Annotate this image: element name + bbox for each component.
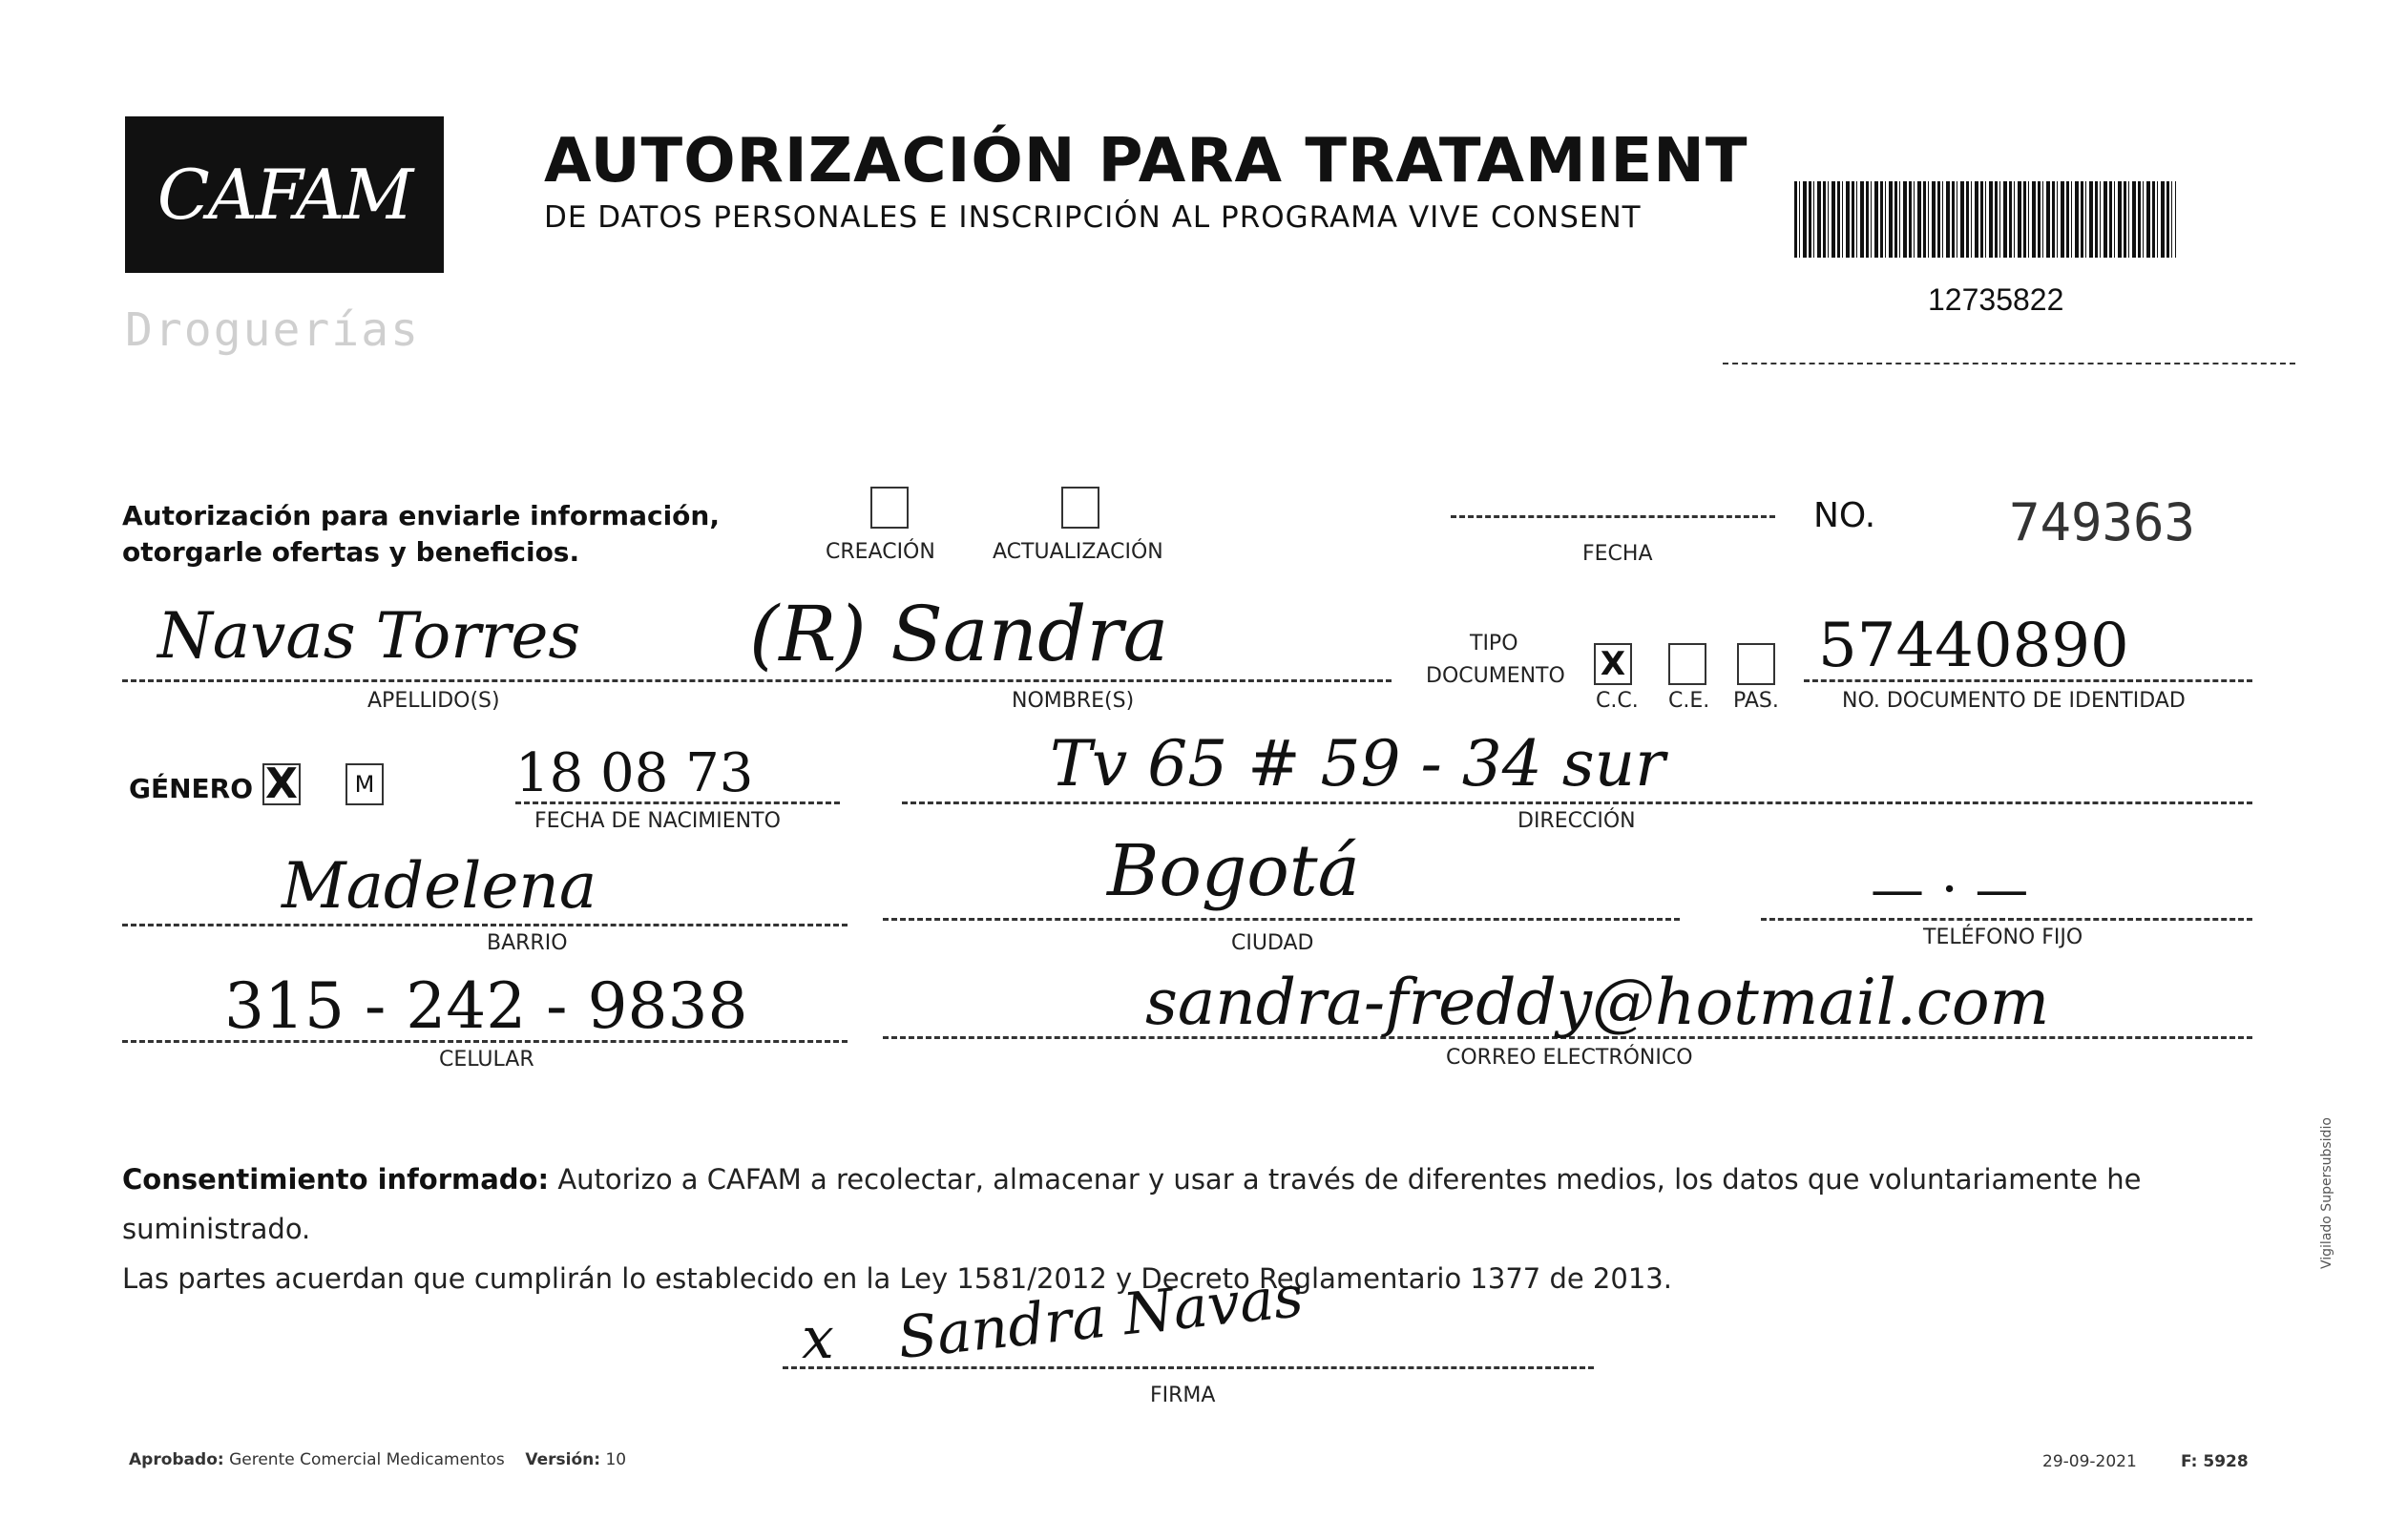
doc-number-label: NO. DOCUMENTO DE IDENTIDAD [1842, 689, 2186, 713]
barcode-number: 12735822 [1928, 282, 2064, 317]
consent-line1 [122, 1155, 2260, 1254]
ciudad-field[interactable]: Bogotá [1107, 830, 1360, 912]
ciudad-label: CIUDAD [1231, 931, 1314, 955]
ciudad-line [883, 918, 1680, 921]
pas-checkbox[interactable] [1737, 643, 1775, 685]
fecha-label: FECHA [1582, 542, 1653, 566]
logo-subtitle: Droguerías [125, 303, 420, 357]
barrio-field[interactable]: Madelena [282, 849, 597, 923]
fecha-nacimiento-field[interactable]: 18 08 73 [515, 742, 754, 804]
ce-label: C.E. [1668, 689, 1710, 713]
aprobado-value: Gerente Comercial Medicamentos [229, 1450, 505, 1469]
telefono-label: TELÉFONO FIJO [1923, 926, 2083, 949]
genero-label: GÉNERO [129, 773, 254, 804]
barrio-line [122, 924, 848, 926]
aprobado-label: Aprobado: [129, 1450, 224, 1469]
telefono-field[interactable]: — · — [1871, 859, 2029, 921]
barcode [1794, 181, 2176, 258]
nombres-label: NOMBRE(S) [1012, 689, 1135, 713]
nombres-field[interactable]: (R) Sandra [749, 590, 1169, 678]
cc-label: C.C. [1596, 689, 1639, 713]
actualizacion-label: ACTUALIZACIÓN [993, 540, 1163, 564]
consent-text2: Las partes acuerdan que cumplirán lo establecido en la Ley 1581/2012 y Decreto Reglamentario 1377 de 2013. [122, 1262, 1672, 1295]
creacion-label: CREACIÓN [826, 540, 935, 564]
version-value: 10 [605, 1450, 627, 1469]
genero-m-checkbox[interactable]: M [345, 763, 384, 805]
footer-date: 29-09-2021 [2042, 1452, 2137, 1471]
documento-field[interactable]: 57440890 [1818, 611, 2129, 681]
direccion-field[interactable]: Tv 65 # 59 - 34 sur [1050, 727, 1665, 801]
tipo-label: TIPO [1470, 632, 1518, 656]
form-title: AUTORIZACIÓN PARA TRATAMIENT [544, 126, 1748, 197]
fecha-nacimiento-label: FECHA DE NACIMIENTO [534, 809, 781, 833]
fecha-field[interactable] [1451, 515, 1775, 518]
consent-text1: Autorizo a CAFAM a recolectar, almacenar y usar a través de diferentes medios, los datos que voluntariamente he suministrado. [122, 1163, 2142, 1245]
correo-field[interactable]: sandra-freddy@hotmail.com [1145, 966, 2050, 1039]
actualizacion-checkbox[interactable] [1061, 487, 1099, 529]
intro-text-line1: Autorización para enviarle información, [122, 500, 720, 531]
correo-label: CORREO ELECTRÓNICO [1446, 1046, 1693, 1070]
signature-mark: x [802, 1305, 834, 1372]
documento-label: DOCUMENTO [1426, 664, 1565, 688]
header-divider [1723, 363, 2295, 364]
version-label: Versión: [525, 1450, 601, 1469]
form-subtitle: DE DATOS PERSONALES E INSCRIPCIÓN AL PROGRAMA VIVE CONSENT [544, 200, 1642, 235]
genero-f-checkbox[interactable]: X [262, 763, 301, 805]
form-number: 749363 [2009, 492, 2196, 552]
no-label: NO. [1813, 496, 1876, 535]
creacion-checkbox[interactable] [870, 487, 909, 529]
ce-checkbox[interactable] [1668, 643, 1706, 685]
cafam-logo: CAFAM [125, 116, 444, 273]
cc-checkbox[interactable]: X [1594, 643, 1632, 685]
intro-text-line2: otorgarle ofertas y beneficios. [122, 536, 580, 568]
celular-field[interactable]: 315 - 242 - 9838 [224, 969, 748, 1043]
supersubsidio-text: Vigilado Supersubsidio [2319, 1117, 2334, 1269]
direccion-line [902, 801, 2252, 804]
apellidos-label: APELLIDO(S) [367, 689, 500, 713]
pas-label: PAS. [1733, 689, 1779, 713]
barrio-label: BARRIO [487, 931, 568, 955]
apellidos-nombres-line [122, 679, 1392, 682]
footer-code: F: 5928 [2181, 1452, 2249, 1471]
firma-label: FIRMA [1150, 1384, 1216, 1407]
consent-heading: Consentimiento informado: [122, 1163, 550, 1196]
apellidos-field[interactable]: Navas Torres [157, 599, 581, 673]
signature[interactable]: Sandra Navas [894, 1262, 1307, 1373]
direccion-label: DIRECCIÓN [1517, 809, 1636, 833]
celular-label: CELULAR [439, 1048, 534, 1072]
footer-approval [129, 1450, 626, 1469]
